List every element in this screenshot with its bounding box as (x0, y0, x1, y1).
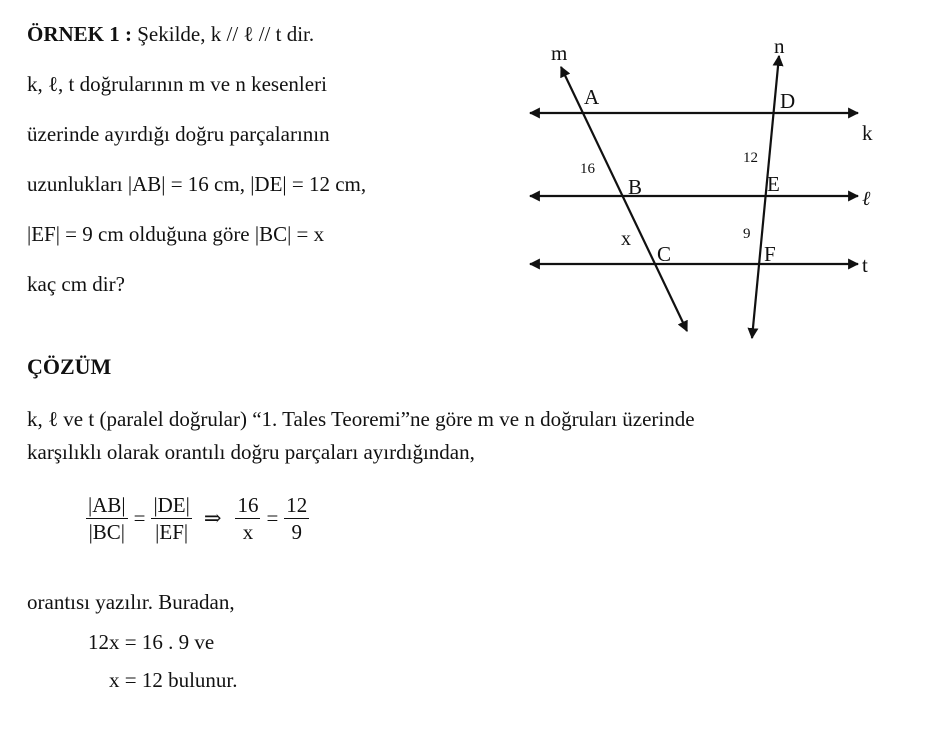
fraction-de-ef (151, 494, 191, 543)
equals-sign: = (266, 506, 279, 531)
fraction-12-9 (284, 494, 309, 543)
label-n: n (774, 34, 785, 58)
label-l: ℓ (862, 188, 871, 210)
example-line-5: |EF| = 9 cm olduğuna göre |BC| = x (27, 222, 325, 246)
solution-paragraph-line-1: k, ℓ ve t (paralel doğrular) “1. Tales Teoremi”ne göre m ve n doğruları üzerinde (27, 407, 695, 431)
example-line-6: kaç cm dir? (27, 272, 125, 296)
example-line-4: uzunlukları |AB| = 16 cm, |DE| = 12 cm, (27, 172, 367, 196)
solution-after-equation: orantısı yazılır. Buradan, (27, 590, 235, 614)
point-B: B (628, 175, 643, 199)
fraction-16-x (235, 494, 260, 543)
solution-paragraph-line-2: karşılıklı olarak orantılı doğru parçaları ayırdığından, (27, 440, 475, 464)
point-E: E (767, 172, 780, 196)
fraction-denominator: 9 (291, 520, 303, 545)
segment-AB-length: 16 (580, 161, 595, 177)
point-F: F (764, 242, 776, 266)
implies-arrow: ⇒ (203, 506, 222, 531)
fraction-numerator: 12 (284, 494, 309, 519)
fraction-ab-bc (86, 494, 128, 543)
fraction-numerator: |AB| (86, 494, 128, 519)
example-line-1-text: Şekilde, k // ℓ // t dir. (132, 22, 315, 46)
solution-step-2: x = 12 bulunur. (109, 668, 238, 692)
fraction-numerator: |DE| (151, 494, 191, 519)
segment-EF-length: 9 (743, 226, 751, 242)
fraction-denominator: x (242, 520, 254, 545)
segment-BC-length: x (621, 228, 631, 250)
segment-DE-length: 12 (743, 150, 758, 166)
point-D: D (780, 89, 796, 113)
fraction-numerator: 16 (235, 494, 260, 519)
proportion-equation (86, 494, 309, 543)
fraction-denominator: |EF| (155, 520, 189, 545)
equals-sign: = (133, 506, 146, 531)
fraction-denominator: |BC| (88, 520, 125, 545)
example-line-3: üzerinde ayırdığı doğru parçalarının (27, 122, 330, 146)
line-m (561, 67, 687, 331)
point-A: A (584, 85, 600, 109)
example-title: ÖRNEK 1 : (27, 22, 132, 46)
parallel-lines-figure (0, 0, 927, 360)
label-t: t (862, 253, 868, 277)
point-C: C (657, 242, 672, 266)
label-m: m (551, 41, 568, 65)
solution-step-1: 12x = 16 . 9 ve (88, 630, 215, 654)
example-line-2: k, ℓ, t doğrularının m ve n kesenleri (27, 72, 327, 96)
solution-heading: ÇÖZÜM (27, 354, 112, 379)
label-k: k (862, 121, 873, 145)
